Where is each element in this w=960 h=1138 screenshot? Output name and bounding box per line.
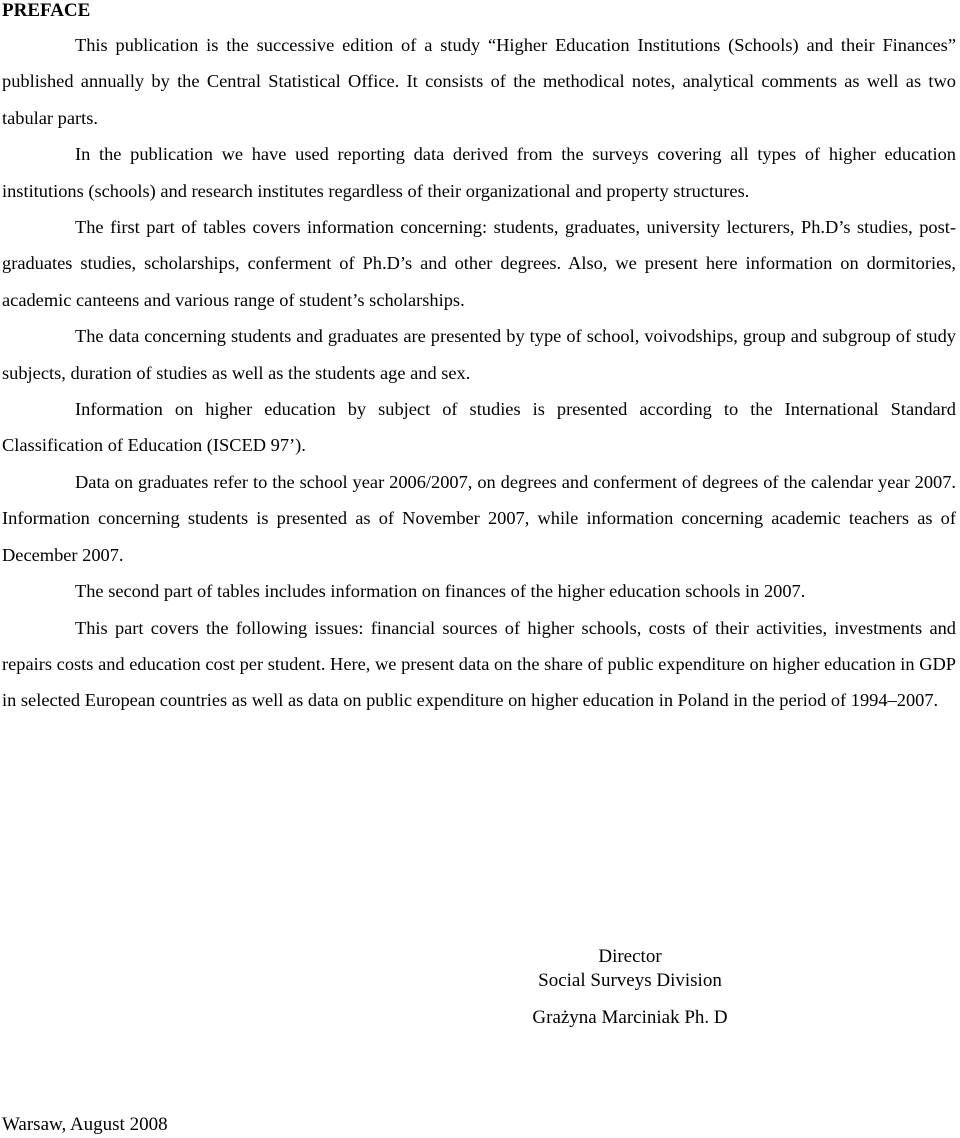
signature-title: Director (598, 946, 662, 967)
paragraph-issues-covered: This part covers the following issues: financial sources of higher schools, costs of their activities, investments and repairs costs and education cost per student. Here, we present data on the share of public expenditure on higher education in GDP in selected European countries as well as data on public expenditure on higher education in Poland in the period of 1994–2007. (2, 617, 956, 711)
paragraph-isced: Information on higher education by subject of studies is presented according to the International Standard Classification of Education (ISCED 97’). (2, 399, 956, 456)
paragraph-first-part: The first part of tables covers information concerning: students, graduates, university lecturers, Ph.D’s studies, post-graduates studies, scholarships, conferment of Ph.D’s and other degrees. Also, we present here information on dormitories, academic canteens and various range of student’s scholarships. (2, 217, 956, 310)
paragraph-data-sources: In the publication we have used reporting data derived from the surveys covering all types of higher education institutions (schools) and research institutes regardless of their organizational and property structures. (2, 144, 956, 201)
signature-name: Grażyna Marciniak Ph. D (532, 1007, 728, 1028)
preface-body (2, 27, 956, 719)
paragraph-second-part: The second part of tables includes information on finances of the higher education schools in 2007. (75, 581, 806, 602)
paragraph-students-graduates: The data concerning students and graduates are presented by type of school, voivodships, group and subgroup of study subjects, duration of studies as well as the students age and sex. (2, 326, 956, 383)
paragraph-reference-dates: Data on graduates refer to the school year 2006/2007, on degrees and conferment of degrees of the calendar year 2007. Information concerning students is presented as of November 2007, while information concerning academic teachers as of December 2007. (2, 471, 956, 565)
place-and-date: Warsaw, August 2008 (2, 1114, 168, 1135)
signature-division: Social Surveys Division (538, 970, 722, 991)
paragraph-intro: This publication is the successive edition of a study “Higher Education Institutions (Schools) and their Finances” published annually by the Central Statistical Office. It consists of the methodical notes, analytical comments as well as two tabular parts. (2, 35, 956, 128)
section-heading: PREFACE (2, 0, 91, 21)
